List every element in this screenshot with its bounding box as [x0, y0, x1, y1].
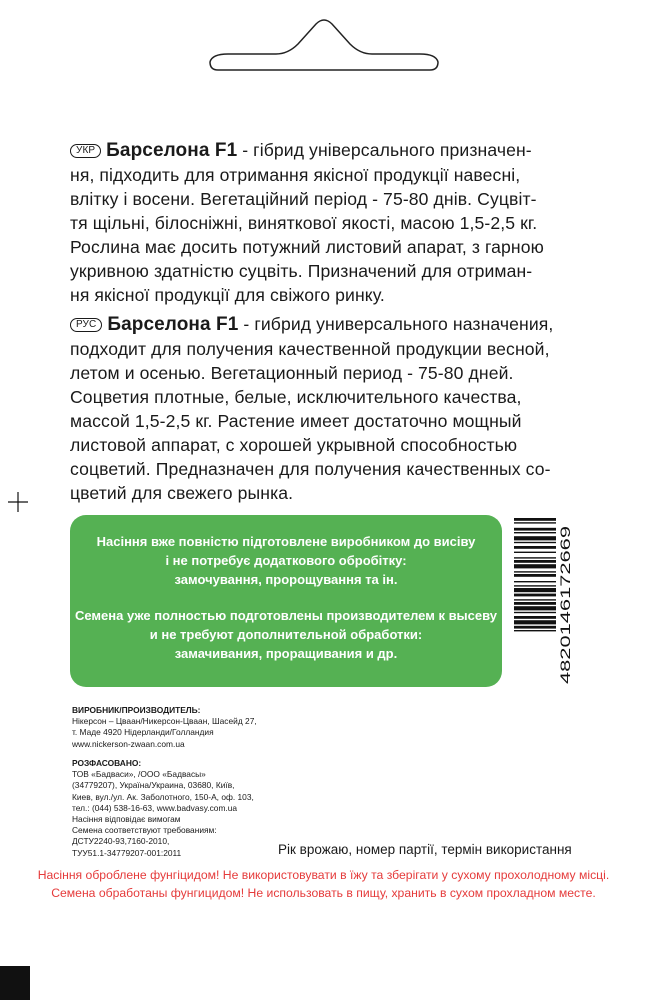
standards-line: Насіння відповідає вимогам	[72, 814, 181, 824]
barcode-bar	[514, 528, 556, 531]
description-rus-line: цветий для свежего рынка.	[70, 483, 294, 503]
packer-line: ТОВ «Бадваси», /ООО «Бадвасы»	[72, 769, 206, 780]
description-ukr-line: влітку і восени. Вегетаційний період - 75-80 днів. Суцвіт-	[70, 189, 537, 209]
description-rus-line-1	[70, 312, 585, 337]
registration-mark	[0, 966, 30, 1000]
barcode-bar	[514, 594, 556, 597]
description-ukr-text: - гібрид універсального призначен-	[237, 140, 532, 160]
packer-info	[72, 758, 254, 814]
notice-rus-line: и не требуют дополнительной обработки:	[149, 627, 423, 642]
notice-ukr	[70, 532, 502, 589]
product-name-ukr: Барселона F1	[106, 140, 238, 161]
standards-line: ДСТУ2240-93,7160-2010,	[72, 836, 170, 847]
notice-rus-line: замачивания, проращивания и др.	[174, 646, 398, 661]
standards-info	[72, 814, 217, 859]
barcode-bar	[514, 581, 556, 582]
barcode-bar	[514, 542, 556, 543]
description-rus	[70, 312, 585, 505]
barcode-bar	[514, 599, 556, 600]
producer-line: Нікерсон – Цваан/Никерсон-Цваан, Шасейд 27,	[72, 716, 257, 727]
barcode-bar	[514, 588, 556, 592]
description-rus-line: летом и осенью. Вегетационный период - 75-80 дней.	[70, 363, 514, 383]
fungicide-warning-rus: Семена обработаны фунгицидом! Не использовать в пищу, хранить в сухом прохладном месте.	[51, 886, 596, 900]
barcode-bars	[514, 518, 556, 631]
description-ukr-line: тя щільні, білосніжні, виняткової якості, масою 1,5-2,5 кг.	[70, 213, 538, 233]
barcode-bar	[514, 557, 556, 558]
barcode-bar	[514, 522, 556, 523]
fungicide-warning-ukr: Насіння оброблене фунгіцидом! Не використовувати в їжу та зберігати у сухому прохолодному місці.	[37, 868, 610, 882]
description-rus-line: массой 1,5-2,5 кг. Растение имеет достаточно мощный	[70, 411, 522, 431]
packer-line: тел.: (044) 538-16-63, www.badvasy.com.ua	[72, 802, 238, 813]
description-rus-line: листовой аппарат, с хорошей укрывной способностью	[70, 435, 518, 455]
hang-hole-icon	[0, 0, 647, 110]
notice-ukr-line: і не потребує додаткового обробітку:	[165, 553, 407, 568]
description-ukr	[70, 138, 585, 307]
description-ukr-line-1	[70, 138, 585, 163]
producer-heading: ВИРОБНИК/ПРОИЗВОДИТЕЛЬ:	[72, 705, 201, 715]
lang-badge-rus: РУС	[70, 318, 102, 332]
standards-line: Семена соответствуют требованиям:	[72, 825, 217, 836]
barcode-bar	[514, 571, 556, 572]
barcode-digits: 4820146172669	[557, 582, 573, 684]
producer-info	[72, 705, 257, 750]
description-rus-text: - гибрид универсального назначения,	[238, 314, 554, 334]
description-rus-line: соцветий. Предназначен для получения качественных со-	[70, 459, 551, 479]
barcode	[512, 516, 578, 688]
description-rus-line: Соцветия плотные, белые, исключительного качества,	[70, 387, 522, 407]
product-name-rus: Барселона F1	[107, 314, 239, 335]
description-ukr-line: ня, підходить для отримання якісної продукції навесні,	[70, 165, 521, 185]
description-ukr-line: Рослина має досить потужний листовий апарат, з гарною	[70, 237, 544, 257]
packer-line: Киев, вул./ул. Ак. Заболотного, 150-А, оф. 103,	[72, 791, 254, 802]
notice-rus-line: Семена уже полностью подготовлены производителем к высеву	[74, 608, 498, 623]
barcode-bar	[514, 546, 556, 549]
seed-treatment-notice	[70, 515, 502, 687]
barcode-bar	[514, 620, 556, 624]
batch-info-note: Рік врожаю, номер партії, термін використання	[278, 842, 572, 857]
barcode-bar	[514, 612, 556, 613]
barcode-bar	[514, 602, 556, 605]
barcode-bar	[514, 532, 556, 533]
notice-rus	[70, 606, 502, 663]
packer-heading: РОЗФАСОВАНО:	[72, 758, 142, 768]
barcode-bar	[514, 585, 556, 586]
standards-line: ТУУ51.1-34779207-001:2011	[72, 847, 182, 858]
barcode-bar	[514, 560, 556, 563]
barcode-bar	[514, 564, 556, 568]
barcode-bar	[514, 536, 556, 540]
notice-ukr-line: Насіння вже повністю підготовлене виробником до висіву	[96, 534, 476, 549]
packer-line: (34779207), Україна/Украина, 03680, Київ,	[72, 780, 235, 791]
barcode-bar	[514, 626, 556, 629]
producer-website: www.nickerson-zwaan.com.ua	[72, 738, 185, 749]
barcode-bar	[514, 552, 556, 553]
producer-line: т. Маде 4920 Нідерланди/Голландия	[72, 727, 214, 738]
barcode-bar	[514, 630, 556, 631]
lang-badge-ukr: УКР	[70, 144, 101, 158]
description-rus-line: подходит для получения качественной продукции весной,	[70, 339, 550, 359]
description-ukr-line: укривною здатністю суцвіть. Призначений для отриман-	[70, 261, 533, 281]
notice-ukr-line: замочування, пророщування та ін.	[174, 572, 398, 587]
barcode-bar	[514, 574, 556, 577]
description-ukr-line: ня якісної продукції для свіжого ринку.	[70, 285, 385, 305]
barcode-bar	[514, 518, 556, 521]
barcode-bar	[514, 606, 556, 610]
barcode-bar	[514, 616, 556, 619]
crosshair-icon	[8, 492, 28, 512]
